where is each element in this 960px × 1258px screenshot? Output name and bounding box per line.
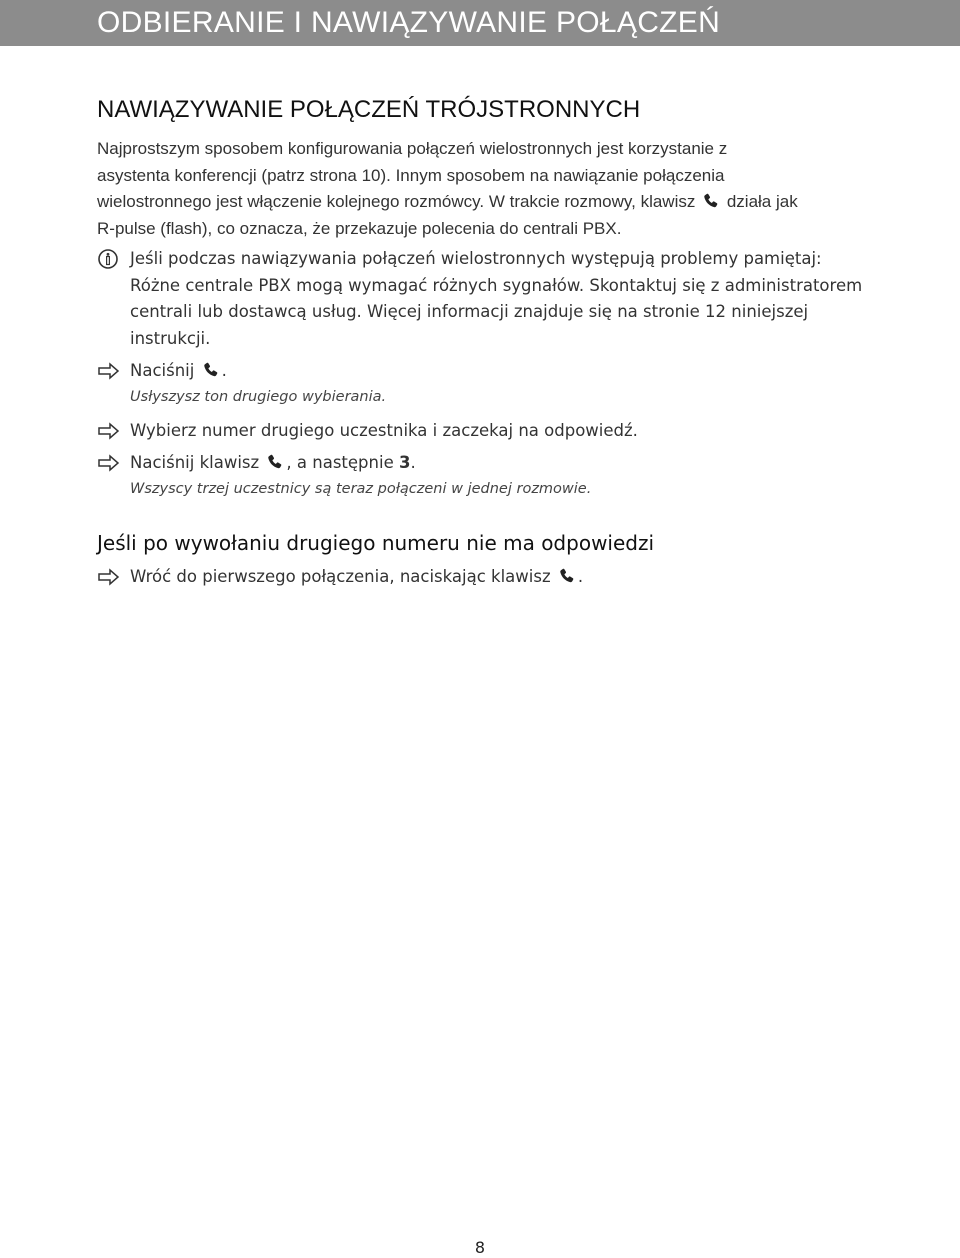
intro-line: asystenta konferencji (patrz strona 10). Innym sposobem na nawiązanie połączenia: [97, 165, 725, 185]
info-icon: [97, 246, 121, 272]
arrow-right-icon: [97, 564, 121, 590]
step-item: [97, 358, 897, 408]
phone-icon: [202, 361, 220, 379]
step-item: [97, 450, 897, 502]
intro-line: R-pulse (flash), co oznacza, że przekazuje polecenia do centrali PBX.: [97, 218, 622, 238]
step-result: Usłyszysz ton drugiego wybierania.: [130, 388, 387, 405]
step-item: [97, 418, 897, 446]
header-bar: [0, 0, 960, 46]
step-text: [130, 564, 583, 591]
page-number: 8: [474, 1238, 486, 1257]
step-text-after: .: [410, 453, 416, 472]
intro-line: [97, 189, 877, 216]
info-note: [97, 246, 897, 356]
intro-line: Najprostszym sposobem konfigurowania połączeń wielostronnych jest korzystanie z: [97, 139, 728, 158]
phone-icon: [702, 192, 720, 210]
step-text: [130, 418, 638, 445]
step-text-line: Wybierz numer drugiego uczestnika i zaczekaj na odpowiedź.: [130, 421, 638, 440]
step-text: [130, 358, 386, 407]
page-header-title: ODBIERANIE I NAWIĄZYWANIE POŁĄCZEŃ: [97, 6, 721, 39]
step-text-after: .: [577, 567, 584, 586]
no-answer-title: Jeśli po wywołaniu drugiego numeru nie ma odpowiedzi: [97, 531, 655, 555]
step-text-before: Naciśnij: [130, 361, 195, 380]
intro-line-text: wielostronnego jest włączenie kolejnego rozmówcy. W trakcie rozmowy, klawisz: [97, 192, 696, 211]
arrow-right-icon: [97, 450, 121, 476]
arrow-right-icon: [97, 358, 121, 384]
step-text-after: .: [221, 361, 227, 380]
intro-line-text: działa jak: [726, 192, 798, 211]
step-item: [97, 564, 897, 592]
step-result: Wszyscy trzej uczestnicy są teraz połączeni w jednej rozmowie.: [130, 480, 592, 497]
arrow-right-icon: [97, 418, 121, 444]
step-text-before: Wróć do pierwszego połączenia, naciskając klawisz: [130, 567, 551, 586]
info-note-line: Jeśli podczas nawiązywania połączeń wielostronnych występują problemy pamiętaj:: [130, 249, 822, 268]
step-text-middle: , a następnie: [286, 453, 394, 472]
key-3: 3: [398, 453, 411, 472]
intro-paragraph: [97, 136, 877, 242]
phone-icon: [558, 567, 576, 585]
step-text: [130, 450, 591, 499]
info-note-line: Różne centrale PBX mogą wymagać różnych sygnałów. Skontaktuj się z administratorem: [130, 275, 863, 295]
info-note-line: instrukcji.: [130, 328, 211, 348]
phone-icon: [266, 453, 284, 471]
step-text-before: Naciśnij klawisz: [130, 453, 260, 472]
section-title: NAWIĄZYWANIE POŁĄCZEŃ TRÓJSTRONNYCH: [97, 96, 641, 123]
info-note-line: centrali lub dostawcą usług. Więcej informacji znajduje się na stronie 12 niniejszej: [130, 302, 809, 321]
info-note-text: [130, 246, 862, 352]
